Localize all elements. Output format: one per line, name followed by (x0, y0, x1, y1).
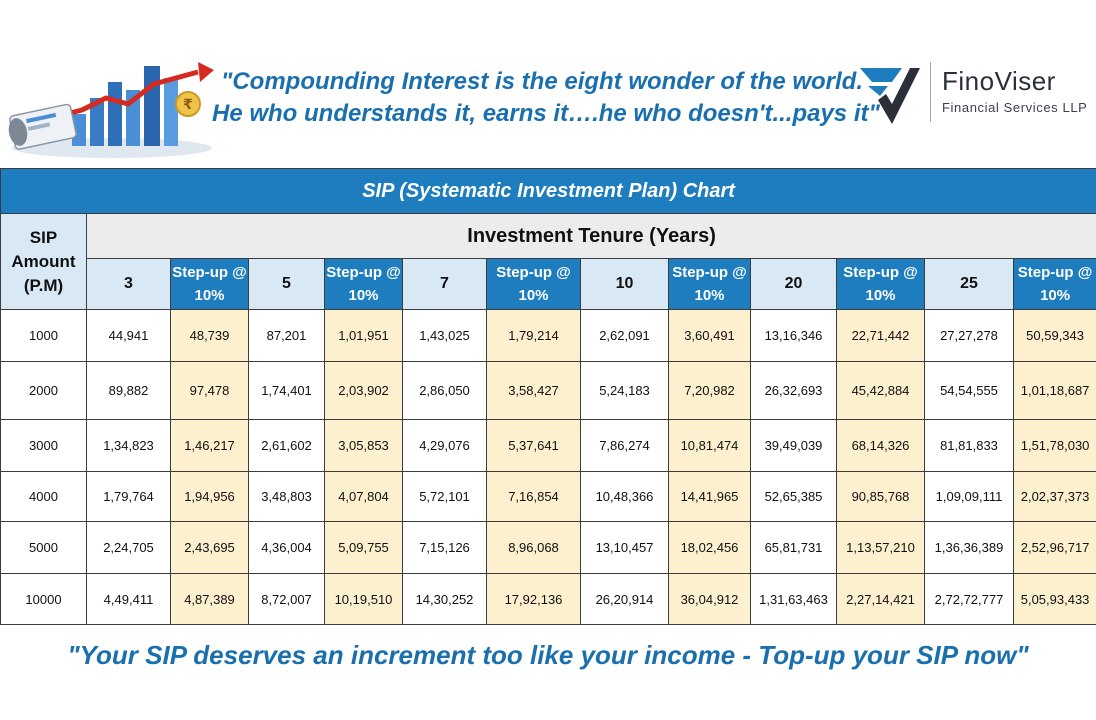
step-up-value-cell: 36,04,912 (669, 574, 751, 625)
tenure-year-header: 25 (925, 259, 1014, 310)
corpus-value-cell: 26,20,914 (581, 574, 669, 625)
corpus-value-cell: 44,941 (87, 310, 171, 362)
corpus-value-cell: 5,72,101 (403, 472, 487, 522)
corpus-value-cell: 8,72,007 (249, 574, 325, 625)
corpus-value-cell: 27,27,278 (925, 310, 1014, 362)
corpus-value-cell: 87,201 (249, 310, 325, 362)
step-up-value-cell: 1,46,217 (171, 420, 249, 472)
corpus-value-cell: 14,30,252 (403, 574, 487, 625)
step-up-value-cell: 5,05,93,433 (1014, 574, 1096, 625)
table-row (1, 522, 1096, 574)
step-up-column-header: Step-up @ 10% (837, 259, 925, 310)
step-up-value-cell: 2,27,14,421 (837, 574, 925, 625)
corpus-value-cell: 4,36,004 (249, 522, 325, 574)
logo-mark-icon (858, 62, 924, 126)
corpus-value-cell: 2,62,091 (581, 310, 669, 362)
step-up-value-cell: 2,52,96,717 (1014, 522, 1096, 574)
step-up-value-cell: 3,58,427 (487, 362, 581, 420)
sip-amount-cell: 2000 (1, 362, 87, 420)
svg-text:₹: ₹ (183, 97, 193, 113)
step-up-value-cell: 7,20,982 (669, 362, 751, 420)
step-up-value-cell: 14,41,965 (669, 472, 751, 522)
corpus-value-cell: 89,882 (87, 362, 171, 420)
corpus-value-cell: 2,24,705 (87, 522, 171, 574)
step-up-column-header: Step-up @ 10% (487, 259, 581, 310)
corpus-value-cell: 65,81,731 (751, 522, 837, 574)
sip-amount-cell: 10000 (1, 574, 87, 625)
corpus-value-cell: 13,10,457 (581, 522, 669, 574)
table-row (1, 420, 1096, 472)
corpus-value-cell: 2,61,602 (249, 420, 325, 472)
step-up-value-cell: 8,96,068 (487, 522, 581, 574)
step-up-value-cell: 2,02,37,373 (1014, 472, 1096, 522)
corpus-value-cell: 1,74,401 (249, 362, 325, 420)
step-up-value-cell: 97,478 (171, 362, 249, 420)
step-up-value-cell: 48,739 (171, 310, 249, 362)
tenure-year-header: 10 (581, 259, 669, 310)
step-up-value-cell: 5,09,755 (325, 522, 403, 574)
sip-amount-cell: 5000 (1, 522, 87, 574)
step-up-value-cell: 1,51,78,030 (1014, 420, 1096, 472)
step-up-value-cell: 1,13,57,210 (837, 522, 925, 574)
table-title: SIP (Systematic Investment Plan) Chart (1, 169, 1096, 214)
corpus-value-cell: 1,09,09,111 (925, 472, 1014, 522)
step-up-value-cell: 90,85,768 (837, 472, 925, 522)
step-up-column-header: Step-up @ 10% (669, 259, 751, 310)
tenure-year-header: 5 (249, 259, 325, 310)
corpus-value-cell: 1,43,025 (403, 310, 487, 362)
corpus-value-cell: 13,16,346 (751, 310, 837, 362)
tenure-header: Investment Tenure (Years) (87, 214, 1096, 259)
step-up-value-cell: 1,94,956 (171, 472, 249, 522)
step-up-column-header: Step-up @ 10% (171, 259, 249, 310)
logo-divider (930, 62, 931, 122)
corpus-value-cell: 1,36,36,389 (925, 522, 1014, 574)
corpus-value-cell: 52,65,385 (751, 472, 837, 522)
step-up-value-cell: 1,01,951 (325, 310, 403, 362)
step-up-value-cell: 3,60,491 (669, 310, 751, 362)
sip-amount-header: SIP Amount (P.M) (1, 214, 87, 310)
step-up-value-cell: 10,81,474 (669, 420, 751, 472)
corpus-value-cell: 26,32,693 (751, 362, 837, 420)
sip-table (0, 168, 1096, 625)
corpus-value-cell: 2,72,72,777 (925, 574, 1014, 625)
step-up-value-cell: 4,07,804 (325, 472, 403, 522)
step-up-value-cell: 18,02,456 (669, 522, 751, 574)
corpus-value-cell: 3,48,803 (249, 472, 325, 522)
footer-tagline: "Your SIP deserves an increment too like your income - Top-up your SIP now" (67, 640, 1029, 670)
table-row (1, 574, 1096, 625)
sip-amount-cell: 1000 (1, 310, 87, 362)
table-title-row (1, 169, 1096, 214)
table-row (1, 472, 1096, 522)
sip-amount-cell: 3000 (1, 420, 87, 472)
corpus-value-cell: 7,86,274 (581, 420, 669, 472)
step-up-value-cell: 7,16,854 (487, 472, 581, 522)
tenure-year-header: 3 (87, 259, 171, 310)
header-quote (212, 66, 880, 130)
column-header-row (1, 259, 1096, 310)
corpus-value-cell: 39,49,039 (751, 420, 837, 472)
step-up-column-header: Step-up @ 10% (325, 259, 403, 310)
step-up-value-cell: 45,42,884 (837, 362, 925, 420)
corpus-value-cell: 2,86,050 (403, 362, 487, 420)
table-row (1, 310, 1096, 362)
step-up-value-cell: 3,05,853 (325, 420, 403, 472)
rupee-coin-icon (176, 92, 200, 116)
step-up-value-cell: 17,92,136 (487, 574, 581, 625)
logo-subtitle: Financial Services LLP (942, 100, 1088, 115)
corpus-value-cell: 4,49,411 (87, 574, 171, 625)
corpus-value-cell: 1,34,823 (87, 420, 171, 472)
corpus-value-cell: 7,15,126 (403, 522, 487, 574)
corpus-value-cell: 1,79,764 (87, 472, 171, 522)
step-up-column-header: Step-up @ 10% (1014, 259, 1096, 310)
tenure-header-row (1, 214, 1096, 259)
company-logo (858, 58, 1093, 128)
corpus-value-cell: 1,31,63,463 (751, 574, 837, 625)
corpus-value-cell: 81,81,833 (925, 420, 1014, 472)
step-up-value-cell: 22,71,442 (837, 310, 925, 362)
corpus-value-cell: 10,48,366 (581, 472, 669, 522)
step-up-value-cell: 5,37,641 (487, 420, 581, 472)
logo-brand-text: FinoViser (942, 66, 1056, 96)
step-up-value-cell: 10,19,510 (325, 574, 403, 625)
quote-line-1: "Compounding Interest is the eight wonder of the world. (220, 68, 864, 95)
tenure-year-header: 20 (751, 259, 837, 310)
step-up-value-cell: 4,87,389 (171, 574, 249, 625)
step-up-value-cell: 2,43,695 (171, 522, 249, 574)
corpus-value-cell: 4,29,076 (403, 420, 487, 472)
sip-amount-cell: 4000 (1, 472, 87, 522)
step-up-value-cell: 50,59,343 (1014, 310, 1096, 362)
step-up-value-cell: 2,03,902 (325, 362, 403, 420)
corpus-value-cell: 54,54,555 (925, 362, 1014, 420)
corpus-value-cell: 5,24,183 (581, 362, 669, 420)
quote-line-2: He who understands it, earns it….he who doesn't...pays it" (212, 100, 880, 127)
step-up-value-cell: 68,14,326 (837, 420, 925, 472)
growth-chart-illustration (2, 52, 217, 160)
step-up-value-cell: 1,79,214 (487, 310, 581, 362)
step-up-value-cell: 1,01,18,687 (1014, 362, 1096, 420)
tenure-year-header: 7 (403, 259, 487, 310)
table-row (1, 362, 1096, 420)
